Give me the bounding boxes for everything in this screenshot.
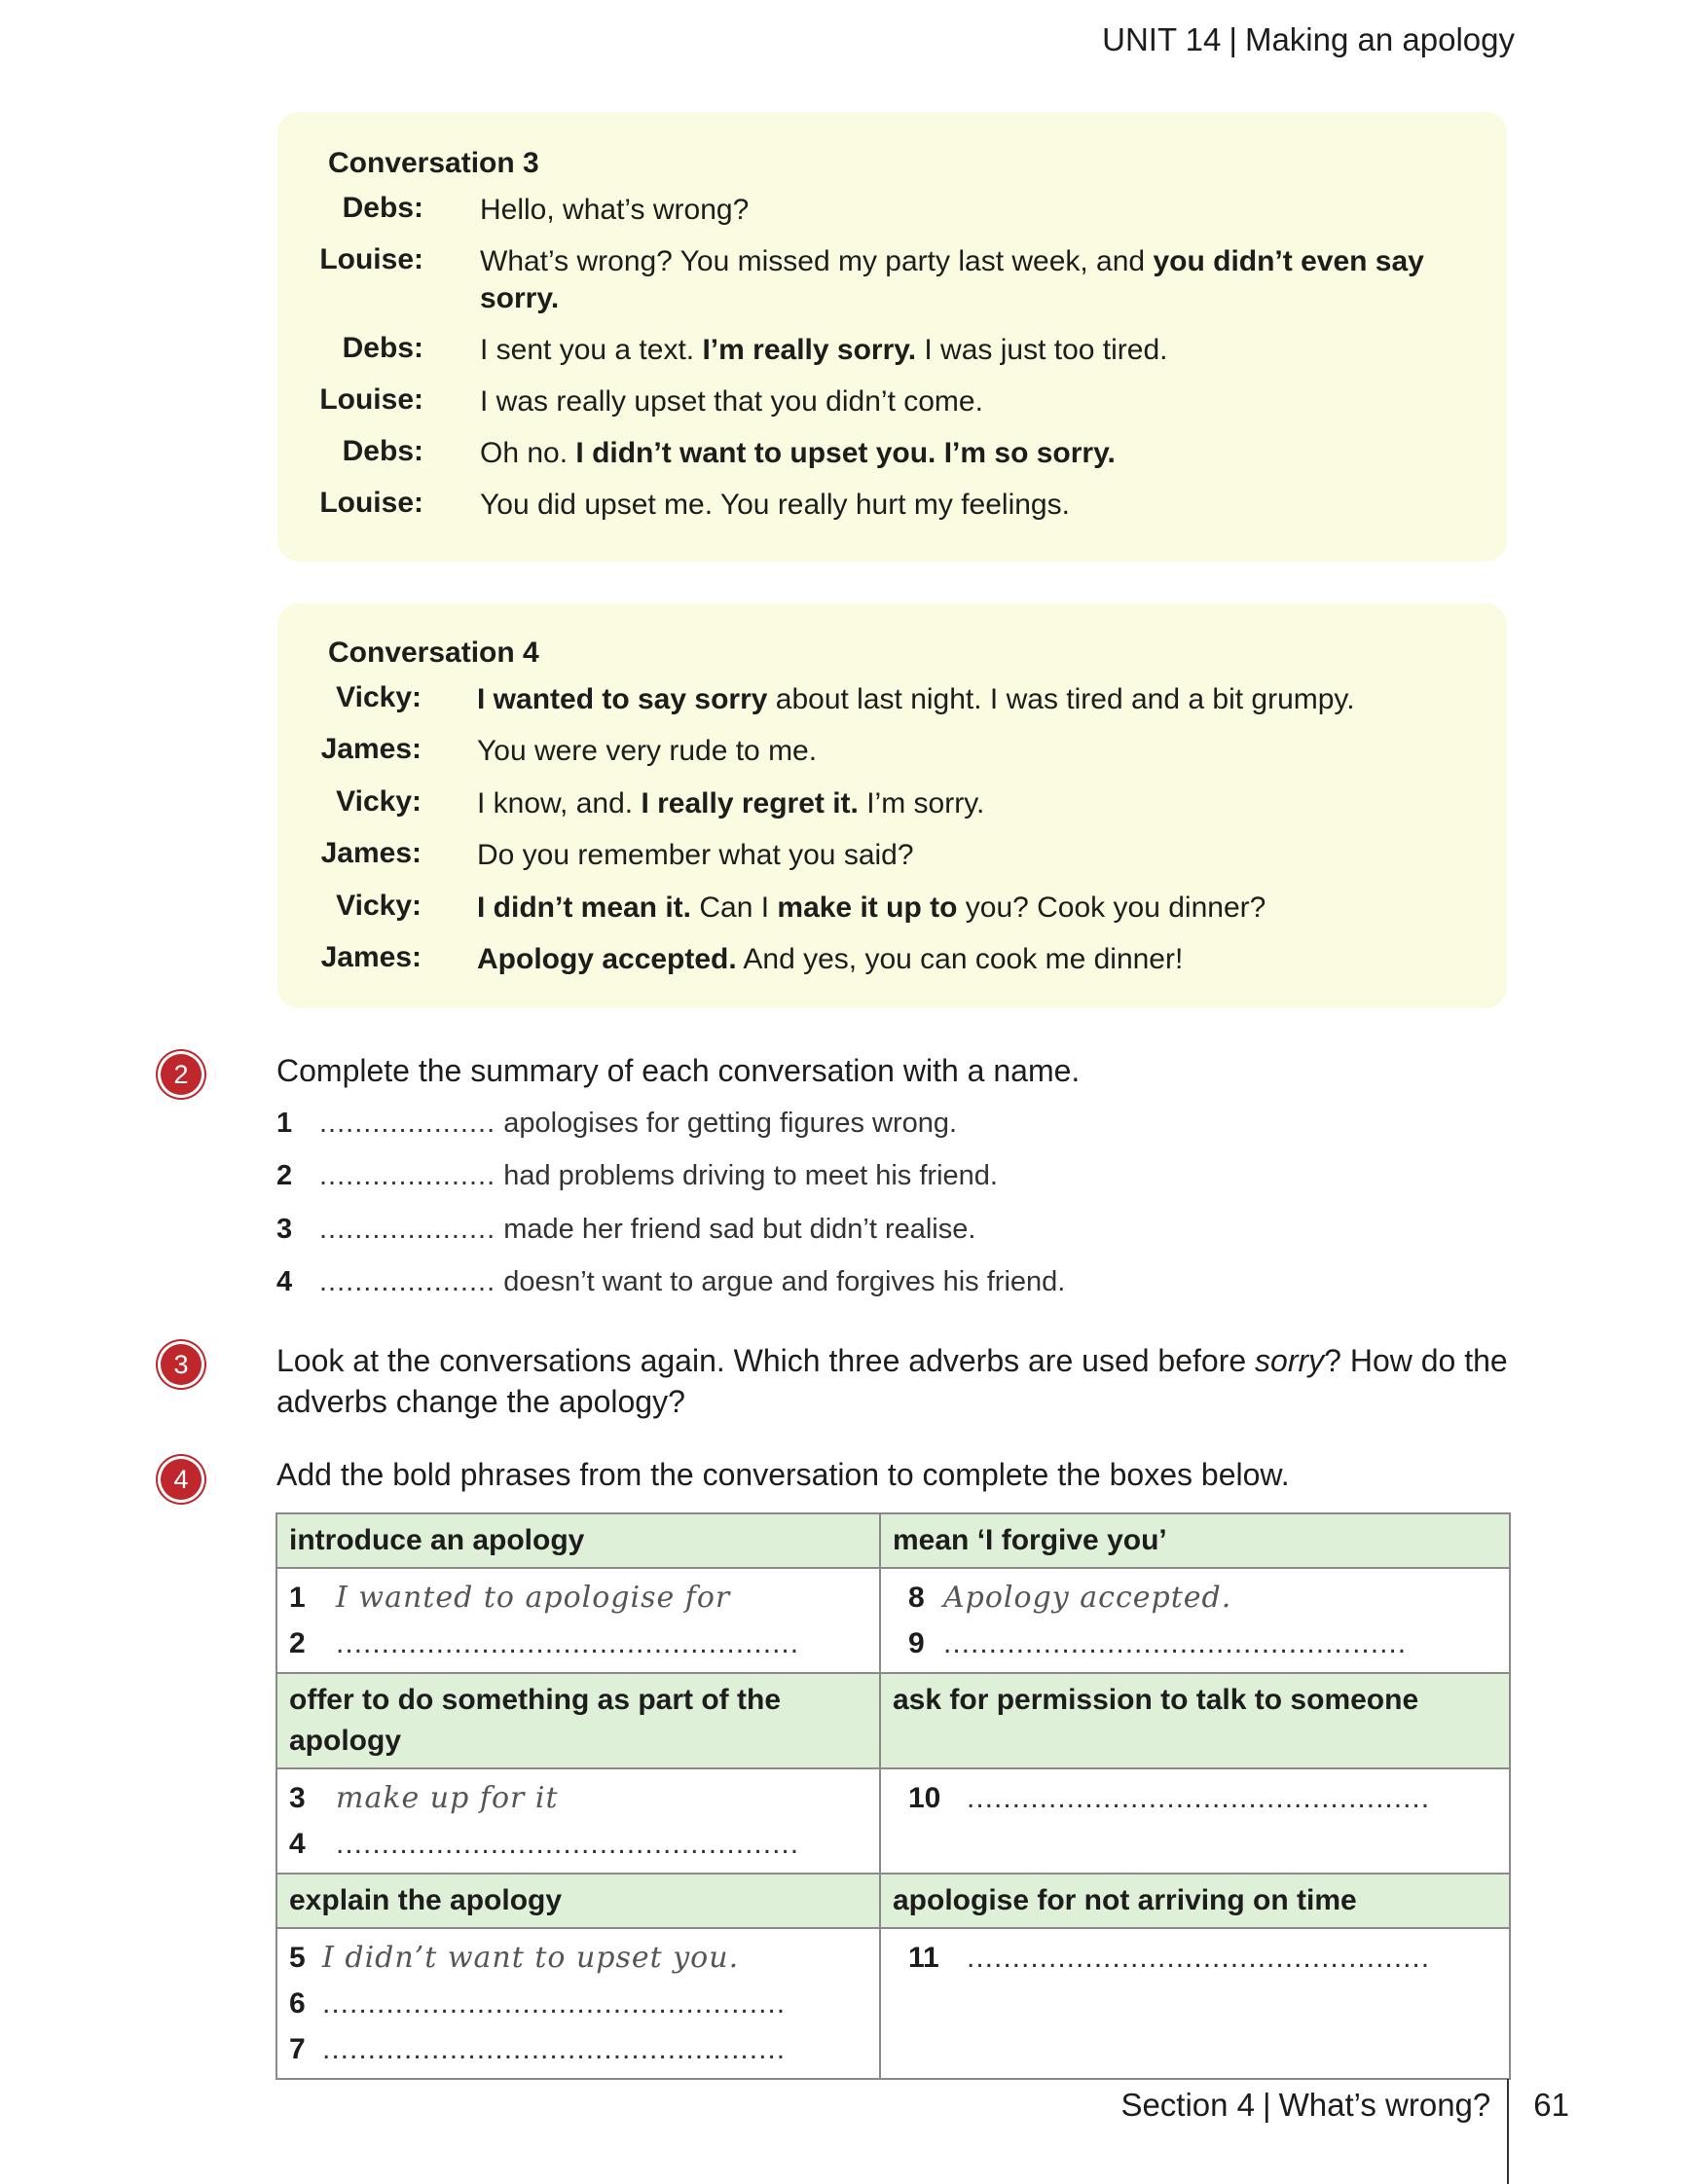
summary-item xyxy=(276,1108,957,1140)
handwritten-answer[interactable]: I wanted to apologise for xyxy=(336,1581,731,1615)
text-run: I know, and. xyxy=(477,787,642,819)
exercise-number-badge: 3 xyxy=(158,1341,204,1388)
bold-phrase: you didn’t even say sorry. xyxy=(480,245,1424,314)
category-cell xyxy=(880,1768,1510,1874)
item-text: apologises for getting figures wrong. xyxy=(495,1108,958,1139)
bold-phrase: Apology accepted. xyxy=(477,943,737,975)
exercise-4-instruction: Add the bold phrases from the conversation to complete the boxes below. xyxy=(276,1457,1290,1492)
answer-row xyxy=(893,1575,1497,1620)
answer-blank[interactable]: ................................................... xyxy=(322,2033,787,2065)
answer-row xyxy=(289,1575,867,1620)
speaker: Louise: xyxy=(319,487,423,519)
answer-number: 5 xyxy=(289,1942,306,1974)
answer-row xyxy=(893,1775,1497,1821)
name-blank[interactable]: .................... xyxy=(319,1160,496,1191)
speaker: Louise: xyxy=(319,383,423,416)
line-text xyxy=(477,837,1439,874)
bold-phrase: I didn’t mean it. xyxy=(477,892,692,924)
category-header: explain the apology xyxy=(276,1874,880,1928)
line-text xyxy=(480,435,1439,472)
text-run: You did upset me. You really hurt my feelings. xyxy=(480,489,1070,521)
text-run: Do you remember what you said? xyxy=(477,839,914,871)
line-text xyxy=(477,681,1439,718)
answer-number: 10 xyxy=(908,1782,941,1814)
instruction-text: Look at the conversations again. Which three adverbs are used before xyxy=(276,1343,1256,1378)
bold-phrase: I didn’t want to upset you. I’m so sorry. xyxy=(575,437,1116,469)
line-text xyxy=(477,890,1439,927)
text-run: And yes, you can cook me dinner! xyxy=(736,943,1184,975)
exercise-3-instruction xyxy=(276,1340,1508,1422)
section-label: Section 4 xyxy=(1120,2087,1256,2123)
text-run: I sent you a text. xyxy=(480,334,703,366)
item-number: 2 xyxy=(276,1160,293,1191)
text-run: about last night. I was tired and a bit grumpy. xyxy=(767,683,1355,715)
line-text xyxy=(477,733,1439,770)
category-cell xyxy=(880,1928,1510,2079)
category-cell xyxy=(276,1928,880,2079)
bold-phrase: I wanted to say sorry xyxy=(477,683,768,715)
answer-row xyxy=(289,1775,867,1821)
instruction-text: ? How do the adverbs change the apology? xyxy=(276,1343,1508,1419)
answer-number: 3 xyxy=(289,1782,306,1814)
speaker: Louise: xyxy=(319,243,423,275)
line-text xyxy=(477,941,1439,978)
text-run: I was really upset that you didn’t come. xyxy=(480,385,983,418)
unit-title: Making an apology xyxy=(1244,21,1515,57)
page-header: UNIT 14 | Making an apology xyxy=(1102,21,1515,57)
text-run: Can I xyxy=(691,892,778,924)
answer-blank[interactable]: ................................................... xyxy=(322,1987,787,2020)
answer-number: 8 xyxy=(908,1582,925,1614)
phrases-table xyxy=(275,1512,1511,2080)
speaker: James: xyxy=(320,941,422,973)
line-text xyxy=(480,192,1439,229)
exercise-number-badge: 2 xyxy=(158,1051,204,1098)
handwritten-answer[interactable]: I didn’t want to upset you. xyxy=(322,1941,740,1975)
answer-number: 9 xyxy=(908,1627,925,1659)
answer-row xyxy=(289,1620,867,1666)
exercise-number-badge: 4 xyxy=(158,1456,204,1503)
category-cell xyxy=(276,1768,880,1874)
page-footer: Section 4 | What’s wrong? 61 xyxy=(1120,2087,1569,2123)
text-run: Hello, what’s wrong? xyxy=(480,194,750,226)
conversation-title: Conversation 3 xyxy=(328,147,539,179)
text-run: you? Cook you dinner? xyxy=(957,892,1266,924)
handwritten-answer[interactable]: Apology accepted. xyxy=(943,1581,1232,1615)
category-header: introduce an apology xyxy=(276,1513,880,1568)
answer-blank[interactable]: ................................................... xyxy=(967,1942,1431,1974)
category-header: mean ‘I forgive you’ xyxy=(880,1513,1510,1568)
answer-row xyxy=(289,1821,867,1867)
bold-phrase: make it up to xyxy=(777,892,958,924)
text-run: Oh no. xyxy=(480,437,576,469)
answer-blank[interactable]: ................................................... xyxy=(336,1627,800,1659)
speaker: Debs: xyxy=(342,192,423,224)
answer-number: 4 xyxy=(289,1828,306,1860)
item-number: 4 xyxy=(276,1266,293,1297)
section-title: What’s wrong? xyxy=(1278,2087,1491,2123)
item-text: had problems driving to meet his friend. xyxy=(495,1160,998,1191)
speaker: Vicky: xyxy=(336,681,422,713)
line-text xyxy=(480,383,1439,420)
category-cell xyxy=(276,1568,880,1673)
answer-row xyxy=(893,1620,1497,1666)
conversation-4-box xyxy=(277,603,1507,1008)
summary-item xyxy=(276,1266,1065,1298)
category-header: offer to do something as part of the apology xyxy=(276,1673,880,1768)
text-run: What’s wrong? You missed my party last week, and xyxy=(480,245,1154,277)
page-number: 61 xyxy=(1533,2087,1569,2123)
unit-label: UNIT 14 xyxy=(1102,21,1222,57)
answer-number: 6 xyxy=(289,1987,306,2020)
answer-number: 11 xyxy=(908,1942,939,1974)
instruction-italic: sorry xyxy=(1255,1343,1325,1378)
conversation-title: Conversation 4 xyxy=(328,637,539,669)
handwritten-answer[interactable]: make up for it xyxy=(336,1781,559,1815)
speaker: Debs: xyxy=(342,435,423,467)
text-run: You were very rude to me. xyxy=(477,735,818,767)
category-cell xyxy=(880,1568,1510,1673)
answer-row xyxy=(893,1935,1497,1981)
line-text xyxy=(480,487,1439,524)
item-text: doesn’t want to argue and forgives his friend. xyxy=(495,1266,1066,1297)
category-header: apologise for not arriving on time xyxy=(880,1874,1510,1928)
text-run: I was just too tired. xyxy=(916,334,1168,366)
line-text xyxy=(480,243,1439,317)
speaker: Vicky: xyxy=(336,785,422,818)
exercise-2-instruction: Complete the summary of each conversation with a name. xyxy=(276,1053,1081,1088)
answer-row xyxy=(289,1981,867,2026)
item-number: 1 xyxy=(276,1108,293,1139)
speaker: Debs: xyxy=(342,332,423,364)
item-text: made her friend sad but didn’t realise. xyxy=(495,1214,976,1245)
bold-phrase: I really regret it. xyxy=(641,787,859,819)
answer-row xyxy=(289,1935,867,1981)
speaker: James: xyxy=(320,837,422,869)
answer-row xyxy=(289,2026,867,2072)
speaker: James: xyxy=(320,733,422,765)
text-run: I’m sorry. xyxy=(858,787,985,819)
item-number: 3 xyxy=(276,1214,293,1245)
summary-item xyxy=(276,1160,998,1192)
answer-blank[interactable]: ................................................... xyxy=(336,1828,800,1860)
answer-blank[interactable]: ................................................... xyxy=(967,1782,1431,1814)
bold-phrase: I’m really sorry. xyxy=(702,334,917,366)
summary-item xyxy=(276,1214,975,1246)
line-text xyxy=(477,785,1439,822)
answer-blank[interactable]: ................................................... xyxy=(943,1627,1408,1659)
name-blank[interactable]: .................... xyxy=(319,1214,496,1245)
category-header: ask for permission to talk to someone xyxy=(880,1673,1510,1768)
answer-number: 2 xyxy=(289,1627,306,1659)
answer-number: 7 xyxy=(289,2033,306,2065)
speaker: Vicky: xyxy=(336,890,422,922)
answer-number: 1 xyxy=(289,1582,306,1614)
name-blank[interactable]: .................... xyxy=(319,1266,496,1297)
line-text xyxy=(480,332,1439,369)
name-blank[interactable]: .................... xyxy=(319,1108,496,1139)
conversation-3-box xyxy=(277,112,1507,562)
